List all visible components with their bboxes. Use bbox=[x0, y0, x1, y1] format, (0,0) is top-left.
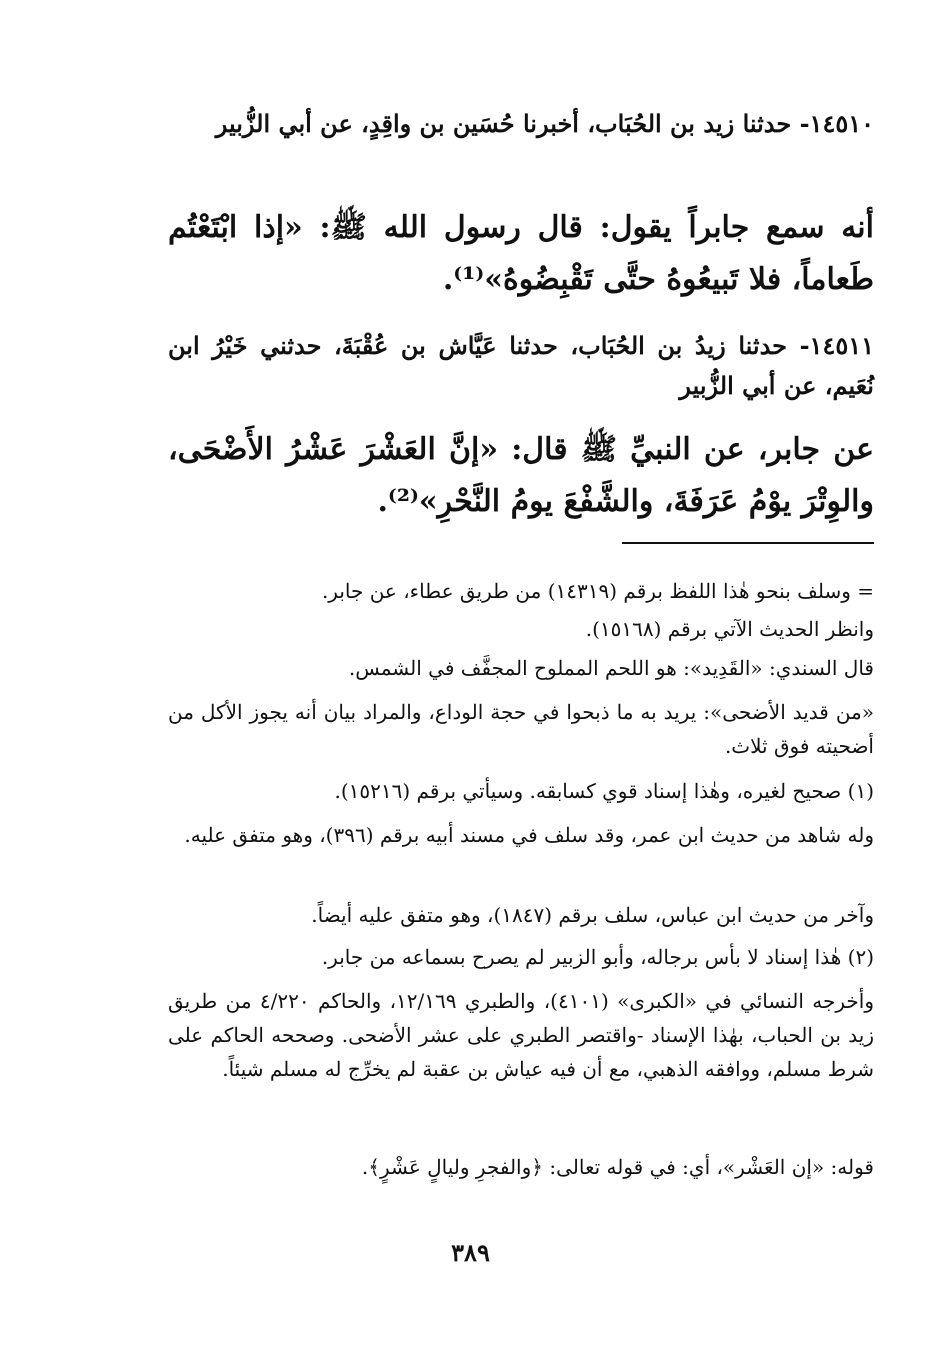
footnote-line: قال السندي: «القَدِيد»: هو اللحم المملوح المجفَّف في الشمس. bbox=[348, 656, 874, 680]
hadith-14511-matn: عن جابر، عن النبيِّ ﷺ قال: «إنَّ العَشْرَ عَشْرُ الأَضْحَى، والوِتْرَ يوْمُ عَرَفَةَ، والشَّفْعَ يومُ النَّحْرِ»⁽²⁾. bbox=[168, 432, 874, 519]
footnote-line: وأخرجه النسائي في «الكبرى» (٤١٠١)، والطبري ١٢/١٦٩، والحاكم ٤/٢٢٠ من طريق زيد بن الحباب، بهٰذا الإسناد -واقتصر الطبري على عشر الأضحى. وصححه الحاكم على شرط مسلم، ووافقه الذهبي، مع أن فيه عياش بن عقبة لم يخرِّج له مسلم شيئاً. bbox=[168, 989, 874, 1081]
footnote-2: (٢) هٰذا إسناد لا بأس برجاله، وأبو الزبير لم يصرح بسماعه من جابر. bbox=[321, 945, 874, 969]
hadith-14510-matn: أنه سمع جابراً يقول: قال رسول الله ﷺ: «إذا ابْتَعْتُم طَعاماً، فلا تَبيعُوهُ حتَّى تَقْبِضُوهُ»⁽¹⁾. bbox=[168, 210, 874, 297]
footnote-line: قوله: «إن العَشْر»، أي: في قوله تعالى: ﴿والفجرِ وليالٍ عَشْرٍ﴾. bbox=[361, 1155, 874, 1179]
footnote-line: وله شاهد من حديث ابن عمر، وقد سلف في مسند أبيه برقم (٣٩٦)، وهو متفق عليه. bbox=[184, 823, 874, 847]
footnote-line: وآخر من حديث ابن عباس، سلف برقم (١٨٤٧)، وهو متفق عليه أيضاً. bbox=[311, 903, 874, 927]
footnote-1: (١) صحيح لغيره، وهٰذا إسناد قوي كسابقه. وسيأتي برقم (١٥٢١٦). bbox=[334, 779, 874, 803]
footnote-continuation: = وسلف بنحو هٰذا اللفظ برقم (١٤٣١٩) من طريق عطاء، عن جابر. bbox=[321, 579, 874, 603]
page-number: ٣٨٩ bbox=[451, 1238, 490, 1267]
hadith-14510-isnad: ١٤٥١٠- حدثنا زيد بن الحُبَاب، أخبرنا حُسَين بن واقِدٍ، عن أبي الزُّبير bbox=[215, 109, 874, 138]
hadith-14511-isnad: ١٤٥١١- حدثنا زيدُ بن الحُبَاب، حدثنا عَيَّاش بن عُقْبَةَ، حدثني خَيْرُ ابن نُعَيم، عن أبي الزُّبير bbox=[168, 331, 874, 400]
footnote-line: «من قديد الأضحى»: يريد به ما ذبحوا في حجة الوداع، والمراد بيان أنه يجوز الأكل من أضحيته فوق ثلاث. bbox=[168, 700, 874, 758]
footnote-line: وانظر الحديث الآتي برقم (١٥١٦٨). bbox=[585, 617, 874, 641]
footnote-separator bbox=[622, 542, 874, 544]
